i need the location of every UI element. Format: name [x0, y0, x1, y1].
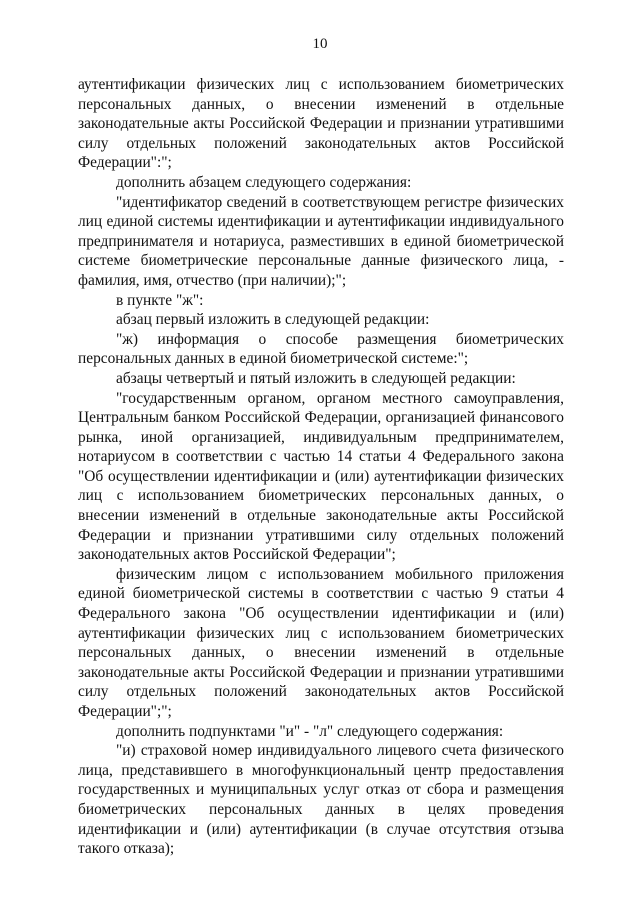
paragraph-continuation: аутентификации физических лиц с использованием биометрических персональных данных, о внесении изменений в отдельные законодательные акты Российской Федерации и признании утратившими силу отдельных положений законодательных актов Российской Федерации":"; — [78, 76, 564, 172]
paragraph: физическим лицом с использованием мобильного приложения единой биометрической системы в соответствии с частью 9 статьи 4 Федерального закона "Об осуществлении идентификации и (или) аутентификации физических лиц с использованием биометрических персональных данных, о внесении изменений в отдельные законодательные акты Российской Федерации и признании утратившими силу отдельных положений законодательных актов Российской Федерации";"; — [78, 565, 564, 720]
paragraph: дополнить абзацем следующего содержания: — [116, 173, 412, 191]
paragraph: дополнить подпунктами "и" - "л" следующего содержания: — [116, 722, 504, 740]
paragraph: в пункте "ж": — [116, 291, 204, 309]
paragraph: "государственным органом, органом местного самоуправления, Центральным банком Российской Федерации, организацией финансового рынка, иной организацией, индивидуальным предпринимателем, нотариусом в соответствии с частью 14 статьи 4 Федерального закона "Об осуществлении идентификации и (или) аутентификации физических лиц с использованием биометрических персональных данных, о внесении изменений в отдельные законодательные акты Российской Федерации и признании утратившими силу отдельных положений законодательных актов Российской Федерации"; — [78, 389, 564, 564]
page-number: 10 — [312, 36, 328, 52]
document-body — [78, 75, 564, 859]
paragraph: абзац первый изложить в следующей редакции: — [116, 311, 430, 329]
paragraph: "идентификатор сведений в соответствующем регистре физических лиц единой системы идентификации и аутентификации индивидуального предпринимателя и нотариуса, разместивших в единой биометрической системе биометрические персональные данные физического лица, - фамилия, имя, отчество (при наличии);"; — [78, 193, 564, 289]
paragraph: "ж) информация о способе размещения биометрических персональных данных в единой биометрической системе:"; — [78, 330, 564, 368]
paragraph: абзацы четвертый и пятый изложить в следующей редакции: — [116, 369, 516, 387]
paragraph: "и) страховой номер индивидуального лицевого счета физического лица, представившего в многофункциональный центр предоставления государственных и муниципальных услуг отказ от сбора и размещения биометрических персональных данных в целях проведения идентификации и (или) аутентификации (в случае отсутствия отзыва такого отказа); — [78, 742, 564, 858]
